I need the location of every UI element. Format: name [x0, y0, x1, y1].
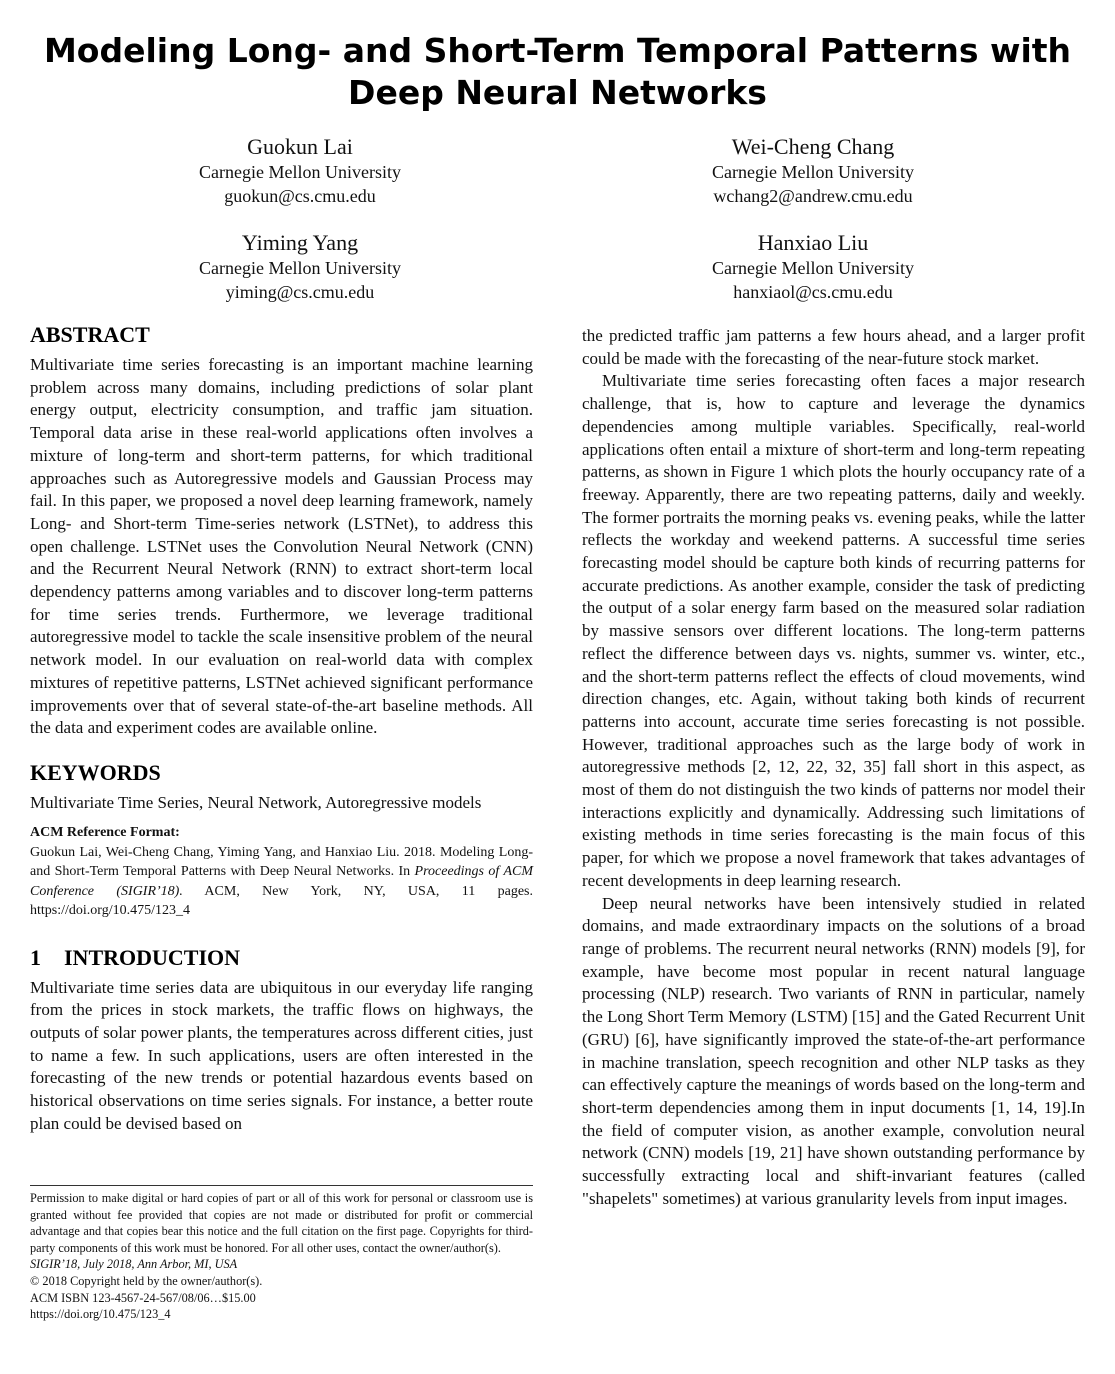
- isbn-line: ACM ISBN 123-4567-24-567/08/06…$15.00: [30, 1290, 256, 1305]
- permission-notice: Permission to make digital or hard copies of part or all of this work for personal or classroom use is granted without fee provided that copies are not made or distributed for profit or commercial advantage and that copies bear this notice and the full citation on the first page. Copyrights for third-party components of this work must be honored. For all other uses, contact the owner/author(s).: [30, 1191, 533, 1255]
- right-column: [582, 325, 1085, 1210]
- author-email: guokun@cs.cmu.edu: [224, 186, 376, 206]
- author-block: [90, 230, 510, 304]
- copyright-line: © 2018 Copyright held by the owner/author(s).: [30, 1273, 263, 1288]
- acm-reference-post: ACM, New York, NY, USA, 11 pages. https://doi.org/10.475/123_4: [30, 883, 533, 919]
- author-block: [603, 134, 1023, 208]
- introduction-paragraph-2: Multivariate time series forecasting often faces a major research challenge, that is, how to capture and leverage the dynamics dependencies among multiple variables. Specifically, real-world applications often entail a mixture of short-term and long-term repeating patterns, as shown in Figure 1 which plots the hourly occupancy rate of a freeway. Apparently, there are two repeating patterns, daily and weekly. The former portraits the morning peaks vs. evening peaks, while the latter reflects the workday and weekend patterns. A successful time series forecasting model should be capture both kinds of recurring patterns for accurate predictions. As another example, consider the task of predicting the output of a solar energy farm based on the measured solar radiation by massive sensors over different locations. The long-term patterns reflect the difference between days vs. nights, summer vs. winter, etc., and the short-term patterns reflect the effects of cloud movements, wind direction changes, etc. Again, without taking both kinds of recurrent patterns into account, accurate time series forecasting is not possible. However, traditional approaches such as the large body of work in autoregressive methods [2, 12, 22, 32, 35] fall short in this aspect, as most of them do not distinguish the two kinds of patterns nor model their interactions explicitly and dynamically. Addressing such limitations of existing methods in time series forecasting is the main focus of this paper, for which we propose a novel framework that takes advantages of recent developments in deep learning research.: [582, 371, 1085, 890]
- author-name: Wei-Cheng Chang: [731, 134, 895, 159]
- acm-reference-heading: ACM Reference Format:: [30, 824, 180, 840]
- author-affiliation: Carnegie Mellon University: [712, 162, 914, 182]
- footnote-rule: [30, 1185, 533, 1186]
- conference-venue: SIGIR’18, July 2018, Ann Arbor, MI, USA: [30, 1257, 238, 1272]
- author-affiliation: Carnegie Mellon University: [712, 258, 914, 278]
- acm-reference-venue: Proceedings of ACM Conference (SIGIR’18).: [30, 864, 533, 899]
- abstract-heading: ABSTRACT: [30, 322, 150, 347]
- author-name: Hanxiao Liu: [757, 230, 869, 255]
- author-block: [90, 134, 510, 208]
- section-number: 1: [30, 944, 41, 970]
- author-email: hanxiaol@cs.cmu.edu: [733, 282, 893, 302]
- abstract-text: Multivariate time series forecasting is an important machine learning problem across many domains, including predictions of solar plant energy output, electricity consumption, and traffic jam situation. Temporal data arise in these real-world applications often involves a mixture of long-term and short-term patterns, for which traditional approaches such as Autoregressive models and Gaussian Process may fail. In this paper, we proposed a novel deep learning framework, namely Long- and Short-term Time-series network (LSTNet), to address this open challenge. LSTNet uses the Convolution Neural Network (CNN) and the Recurrent Neural Network (RNN) to extract short-term local dependency patterns among variables and to discover long-term patterns for time series trends. Furthermore, we leverage traditional autoregressive model to tackle the scale insensitive problem of the neural network model. In our evaluation on real-world data with complex mixtures of repetitive patterns, LSTNet achieved significant performance improvements over that of several state-of-the-art baseline methods. All the data and experiment codes are available online.: [30, 355, 533, 738]
- introduction-paragraph-3: Deep neural networks have been intensively studied in related domains, and made extraordinary impacts on the solutions of a broad range of problems. The recurrent neural networks (RNN) models [9], for example, have become most popular in recent natural language processing (NLP) research. Two variants of RNN in particular, namely the Long Short Term Memory (LSTM) [15] and the Gated Recurrent Unit (GRU) [6], have significantly improved the state-of-the-art performance in machine translation, speech recognition and other NLP tasks as they can effectively capture the meanings of words based on the long-term and short-term dependencies among them in input documents [1, 14, 19].In the field of computer vision, as another example, convolution neural network (CNN) models [19, 21] have shown outstanding performance by successfully extracting local and shift-invariant features (called "shapelets" sometimes) at various granularity levels from input images.: [582, 893, 1085, 1208]
- author-name: Guokun Lai: [247, 134, 353, 159]
- introduction-paragraph-1: Multivariate time series data are ubiquitous in our everyday life ranging from the prices in stock markets, the traffic flows on highways, the outputs of solar power plants, the temperatures across different cities, just to name a few. In such applications, users are often interested in the forecasting of the new trends or potential hazardous events based on historical observations on time series signals. For instance, a better route plan could be devised based on: [30, 977, 533, 1133]
- keywords-heading: KEYWORDS: [30, 759, 161, 785]
- author-affiliation: Carnegie Mellon University: [199, 258, 401, 278]
- introduction-heading: [30, 943, 533, 973]
- author-affiliation: Carnegie Mellon University: [199, 162, 401, 182]
- acm-reference-text: [30, 843, 533, 921]
- keywords-text: Multivariate Time Series, Neural Network, Autoregressive models: [30, 792, 482, 812]
- left-column: [30, 320, 533, 1136]
- introduction-paragraph-1-continued: the predicted traffic jam patterns a few hours ahead, and a larger profit could be made with the forecasting of the near-future stock market.: [582, 326, 1085, 368]
- doi-link[interactable]: https://doi.org/10.475/123_4: [30, 1307, 171, 1322]
- author-email: wchang2@andrew.cmu.edu: [713, 186, 913, 206]
- author-block: [603, 230, 1023, 304]
- author-name: Yiming Yang: [241, 230, 359, 255]
- section-title: INTRODUCTION: [64, 944, 241, 970]
- acm-reference-pre: Guokun Lai, Wei-Cheng Chang, Yiming Yang, and Hanxiao Liu. 2018. Modeling Long- and Short-Term Temporal Patterns with Deep Neural Networks. In: [30, 844, 533, 880]
- copyright-footnote: [30, 1190, 533, 1323]
- paper-title: Modeling Long- and Short-Term Temporal Patterns with Deep Neural Networks: [43, 31, 1072, 112]
- author-email: yiming@cs.cmu.edu: [225, 282, 375, 302]
